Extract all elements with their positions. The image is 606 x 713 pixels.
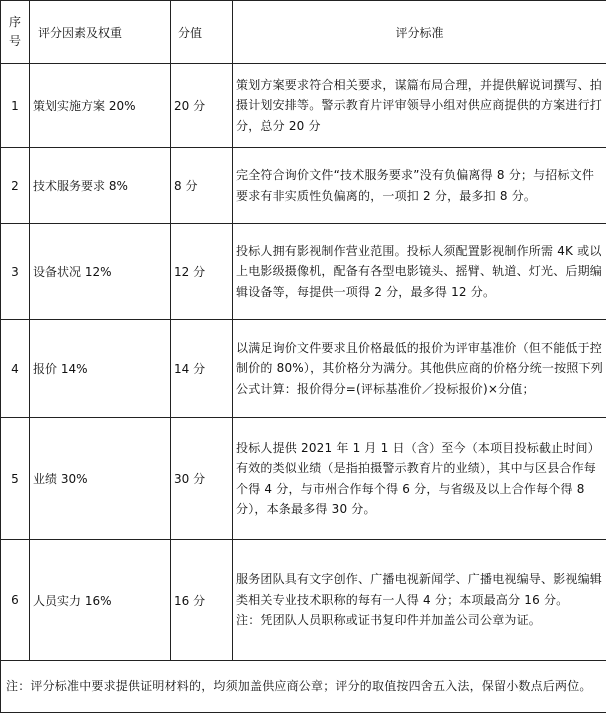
table-row <box>1 540 606 661</box>
header-no: 序号 <box>1 1 30 64</box>
row-standard <box>233 540 606 661</box>
row-factor: 技术服务要求 8% <box>30 148 171 224</box>
row-no: 1 <box>1 64 30 148</box>
table-header-row <box>1 1 606 64</box>
row-standard: 以满足询价文件要求且价格最低的报价为评审基准价（但不能低于控制价的 80%），其价格分为满分。其他供应商的价格分统一按照下列公式计算：报价得分=(评标基准价／投标报价)×分值； <box>233 320 606 418</box>
table-row <box>1 64 606 148</box>
row-score: 16 分 <box>171 540 233 661</box>
row-no: 4 <box>1 320 30 418</box>
row-score: 20 分 <box>171 64 233 148</box>
row-factor: 人员实力 16% <box>30 540 171 661</box>
row-score: 8 分 <box>171 148 233 224</box>
table-row <box>1 320 606 418</box>
row-standard: 投标人拥有影视制作营业范围。投标人须配置影视制作所需 4K 或以上电影级摄像机，配备有各型电影镜头、摇臂、轨道、灯光、后期编辑设备等，每提供一项得 2 分，最多得 12 分。 <box>233 224 606 320</box>
header-factor: 评分因素及权重 <box>30 1 171 64</box>
table-row <box>1 418 606 540</box>
row-no: 3 <box>1 224 30 320</box>
row-standard: 策划方案要求符合相关要求，谋篇布局合理，并提供解说词撰写、拍摄计划安排等。警示教育片评审领导小组对供应商提供的方案进行打分，总分 20 分 <box>233 64 606 148</box>
row-score: 30 分 <box>171 418 233 540</box>
row-factor: 设备状况 12% <box>30 224 171 320</box>
footer-note: 注：评分标准中要求提供证明材料的，均须加盖供应商公章；评分的取值按四舍五入法，保留小数点后两位。 <box>1 661 606 713</box>
row-no: 6 <box>1 540 30 661</box>
row-standard: 完全符合询价文件“技术服务要求”没有负偏离得 8 分；与招标文件要求有非实质性负偏离的，一项扣 2 分，最多扣 8 分。 <box>233 148 606 224</box>
row-factor: 报价 14% <box>30 320 171 418</box>
standard-text: 服务团队具有文字创作、广播电视新闻学、广播电视编导、影视编辑类相关专业技术职称的每有一人得 4 分；本项最高分 16 分。 <box>236 569 603 610</box>
row-factor: 策划实施方案 20% <box>30 64 171 148</box>
table-row <box>1 148 606 224</box>
row-no: 5 <box>1 418 30 540</box>
footer-note-row <box>1 661 606 713</box>
row-score: 12 分 <box>171 224 233 320</box>
header-score: 分值 <box>171 1 233 64</box>
table-row <box>1 224 606 320</box>
row-score: 14 分 <box>171 320 233 418</box>
row-standard: 投标人提供 2021 年 1 月 1 日（含）至今（本项目投标截止时间）有效的类似业绩（是指拍摄警示教育片的业绩），其中与区县合作每个得 4 分，与市州合作每个得 6 分，与省级及以上合作每个得 8 分），本条最多得 30 分。 <box>233 418 606 540</box>
standard-note: 注：凭团队人员职称或证书复印件并加盖公司公章为证。 <box>236 610 603 631</box>
row-no: 2 <box>1 148 30 224</box>
header-standard: 评分标准 <box>233 1 606 64</box>
row-factor: 业绩 30% <box>30 418 171 540</box>
